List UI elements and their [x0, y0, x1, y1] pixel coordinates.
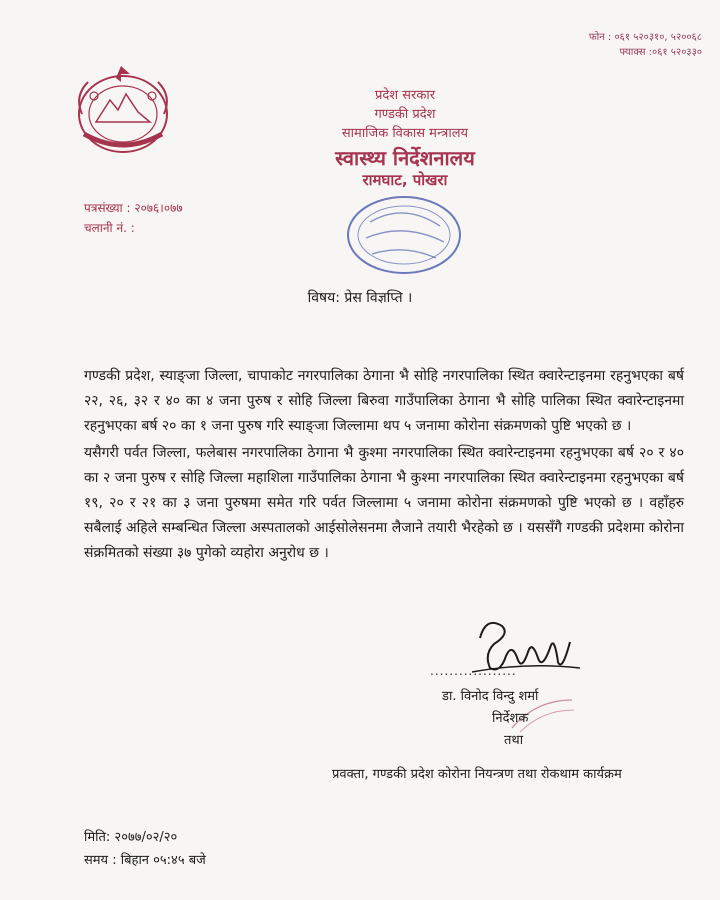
header-government: प्रदेश सरकार: [374, 88, 436, 103]
letterhead: [290, 86, 520, 190]
signature-line: ..................: [430, 664, 517, 678]
footer-block: [84, 826, 206, 872]
letter-number-value: : २०७६।०७७: [126, 201, 183, 215]
signer-role: प्रवक्ता, गण्डकी प्रदेश कोरोना नियन्त्रण तथा रोकथाम कार्यक्रम: [332, 767, 622, 782]
nepal-emblem-icon: [64, 56, 182, 164]
letter-number: [84, 198, 183, 218]
body-paragraph-2: यसैगरी पर्वत जिल्ला, फलेबास नगरपालिका ठेगाना भै कुश्मा नगरपालिका स्थित क्वारेन्टाइनमा रहनुभएका बर्ष २० र ४० का २ जना पुरुष र सोहि जिल्ला महाशिला गाउँपालिका ठेगाना भै कुश्मा नगरपालिका स्थित क्वारेन्टाइनमा रहनुभएका बर्ष १९, २० र २१ का ३ जना पुरुषमा समेत गरि पर्वत जिल्लामा ५ जनामा कोरोना संक्रमणको पुष्टि भएको छ । वहाँहरु सबैलाई अहिले सम्बन्धित जिल्ला अस्पतालको आईसोलेसनमा लैजाने तयारी भैरहेको छ । यससँगै गण्डकी प्रदेशमा कोरोना संक्रमितको संख्या ३७ पुगेको व्यहोरा अनुरोध छ ।: [84, 445, 684, 561]
office-stamp-icon: [344, 192, 464, 278]
header-ministry: सामाजिक विकास मन्त्रालय: [341, 126, 469, 141]
reference-block: [84, 198, 183, 238]
phone-number: फोन : ०६१ ५२०३१०, ५२००६८: [588, 32, 702, 43]
body-paragraph-1: गण्डकी प्रदेश, स्याङ्जा जिल्ला, चापाकोट नगरपालिका ठेगाना भै सोहि नगरपालिका स्थित क्वारेन्टाइनमा रहनुभएका बर्ष २२, २६, ३२ र ४० का ४ जना पुरुष र सोहि जिल्ला बिरुवा गाउँपालिका ठेगाना भै सोहि पालिका स्थित क्वारेन्टाइनमा रहनुभएका बर्ष २० का १ जना पुरुष गरि स्याङ्जा जिल्लामा थप ५ जनामा कोरोना संक्रमणको पुष्टि भएको छ ।: [84, 368, 684, 434]
contact-info: [589, 30, 702, 60]
signer-block: [380, 686, 680, 752]
letter-body: [84, 364, 684, 568]
subject-line: विषय: प्रेस विज्ञप्ति ।: [307, 290, 413, 306]
header-address: रामघाट, पोखरा: [362, 171, 448, 189]
signer-conjunction: तथा: [504, 733, 524, 748]
fax-number: फ्याक्स :०६१ ५२०३३०: [619, 47, 702, 58]
signer-title: निर्देशक: [492, 711, 529, 726]
issue-date: मिति: २०७७/०२/२०: [84, 830, 178, 845]
header-directorate: स्वास्थ्य निर्देशनालय: [335, 146, 475, 170]
header-province: गण्डकी प्रदेश: [374, 107, 436, 122]
dispatch-number-label: चलानी नं. :: [84, 221, 135, 235]
letter-number-label: पत्रसंख्या: [84, 201, 123, 215]
issue-time: समय : बिहान ०५:४५ बजे: [84, 853, 206, 868]
signer-name: डा. विनोद विन्दु शर्मा: [442, 689, 539, 704]
